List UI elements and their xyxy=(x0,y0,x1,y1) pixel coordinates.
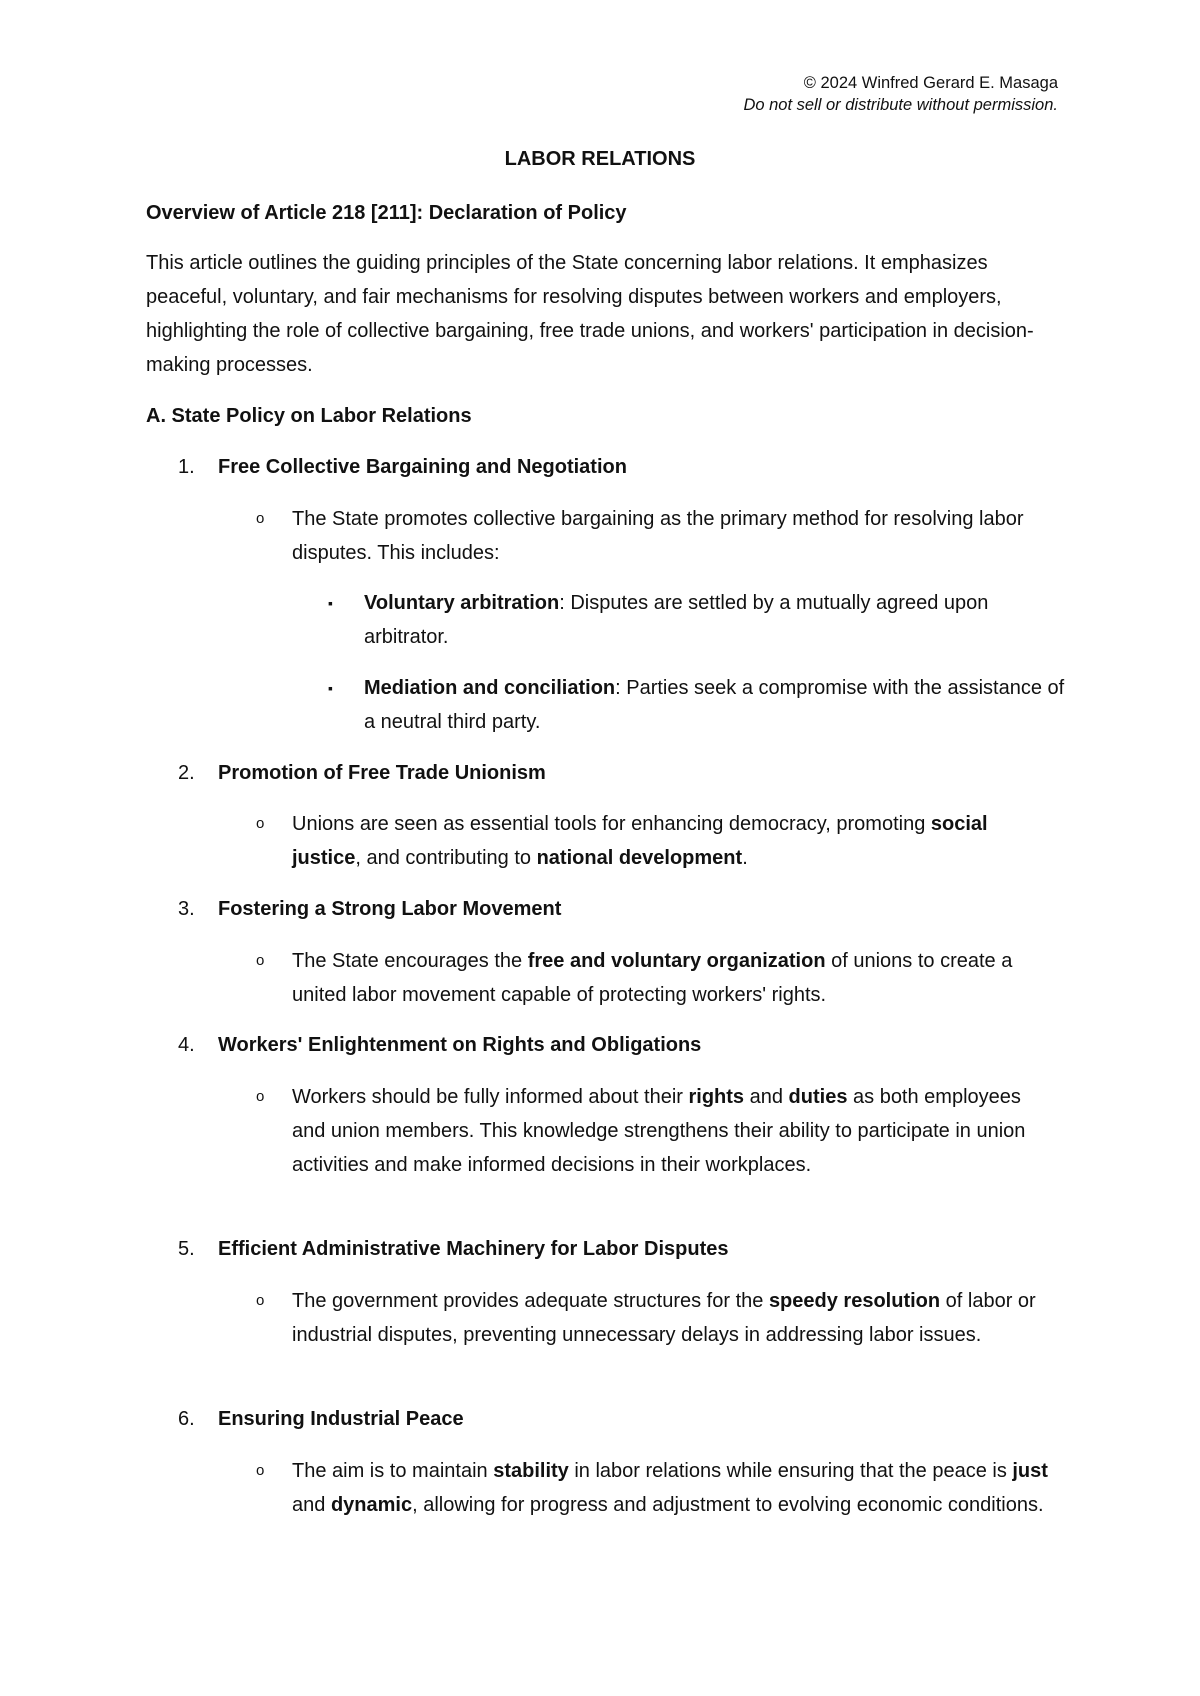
item-number: 2. xyxy=(178,762,195,784)
text-run: and xyxy=(744,1086,789,1108)
policy-item-3 xyxy=(178,892,561,926)
term: Mediation and conciliation xyxy=(364,677,616,699)
item-title: Fostering a Strong Labor Movement xyxy=(218,898,562,920)
text-run: The aim is to maintain xyxy=(292,1460,494,1482)
policy-item-1 xyxy=(178,450,627,484)
emphasis: rights xyxy=(688,1086,745,1108)
item-number: 6. xyxy=(178,1408,195,1430)
emphasis: duties xyxy=(788,1086,848,1108)
text-run: Unions are seen as essential tools for enhancing democracy, promoting xyxy=(292,813,931,835)
square-bullet-marker: ▪ xyxy=(328,595,333,611)
bullet-marker: o xyxy=(256,1088,265,1105)
policy-item-6 xyxy=(178,1402,464,1436)
text-run: The government provides adequate structures for the xyxy=(292,1290,769,1312)
item-2-bullet xyxy=(256,807,1056,875)
copyright-block xyxy=(743,72,1058,116)
item-title: Workers' Enlightenment on Rights and Obligations xyxy=(218,1034,702,1056)
text-run: as both employees and union members. This knowledge strengthens their ability to participate in union activities and make informed decisions in their workplaces. xyxy=(292,1086,1026,1176)
item-title: Promotion of Free Trade Unionism xyxy=(218,762,546,784)
emphasis: stability xyxy=(493,1460,569,1482)
bullet-marker: o xyxy=(256,952,265,969)
item-number: 1. xyxy=(178,456,195,478)
text-run: of unions to create a united labor movement capable of protecting workers' rights. xyxy=(292,950,1013,1006)
item-5-bullet xyxy=(256,1284,1056,1352)
emphasis: social justice xyxy=(292,813,988,869)
emphasis: free and voluntary organization xyxy=(527,950,826,972)
square-bullet-marker: ▪ xyxy=(328,680,333,696)
text-run: . xyxy=(742,847,748,869)
item-1-subbullet-2 xyxy=(328,671,1068,739)
item-title: Efficient Administrative Machinery for Labor Disputes xyxy=(218,1238,729,1260)
item-6-bullet xyxy=(256,1454,1056,1522)
bullet-text: The State promotes collective bargaining as the primary method for resolving labor disputes. This includes: xyxy=(292,508,1024,564)
emphasis: national development xyxy=(536,847,743,869)
item-3-bullet xyxy=(256,944,1056,1012)
item-title: Ensuring Industrial Peace xyxy=(218,1408,464,1430)
section-a-heading: A. State Policy on Labor Relations xyxy=(146,405,472,427)
emphasis: dynamic xyxy=(330,1494,413,1516)
document-title: LABOR RELATIONS xyxy=(504,148,696,170)
policy-item-2 xyxy=(178,756,546,790)
item-number: 3. xyxy=(178,898,195,920)
text-run: in labor relations while ensuring that the peace is xyxy=(568,1460,1013,1482)
bullet-marker: o xyxy=(256,815,265,832)
text-run: and xyxy=(292,1494,331,1516)
bullet-marker: o xyxy=(256,1292,265,1309)
text-run: Workers should be fully informed about their xyxy=(292,1086,689,1108)
emphasis: speedy resolution xyxy=(768,1290,941,1312)
term: Voluntary arbitration xyxy=(364,592,560,614)
copyright-line: © 2024 Winfred Gerard E. Masaga xyxy=(803,74,1058,92)
overview-heading: Overview of Article 218 [211]: Declaration of Policy xyxy=(146,202,627,224)
item-number: 4. xyxy=(178,1034,195,1056)
overview-paragraph: This article outlines the guiding principles of the State concerning labor relations. It emphasizes peaceful, voluntary, and fair mechanisms for resolving disputes between workers and employers, highlighting the role of collective bargaining, free trade unions, and workers' participation in decision-making processes. xyxy=(146,252,1034,376)
bullet-marker: o xyxy=(256,1462,265,1479)
item-1-subbullet-1 xyxy=(328,586,1068,654)
policy-item-5 xyxy=(178,1232,728,1266)
item-number: 5. xyxy=(178,1238,195,1260)
bullet-marker: o xyxy=(256,510,265,527)
distribution-notice: Do not sell or distribute without permission. xyxy=(743,96,1058,114)
term-definition: : Parties seek a compromise with the assistance of a neutral third party. xyxy=(364,677,1065,733)
item-4-bullet xyxy=(256,1080,1056,1182)
item-title: Free Collective Bargaining and Negotiation xyxy=(218,456,627,478)
text-run: The State encourages the xyxy=(292,950,528,972)
policy-item-4 xyxy=(178,1028,701,1062)
text-run: , and contributing to xyxy=(355,847,537,869)
text-run: , allowing for progress and adjustment to evolving economic conditions. xyxy=(412,1494,1044,1516)
term-definition: : Disputes are settled by a mutually agreed upon arbitrator. xyxy=(364,592,989,648)
text-run: of labor or industrial disputes, preventing unnecessary delays in addressing labor issues. xyxy=(292,1290,1036,1346)
item-1-bullet xyxy=(256,502,1056,570)
emphasis: just xyxy=(1012,1460,1048,1482)
